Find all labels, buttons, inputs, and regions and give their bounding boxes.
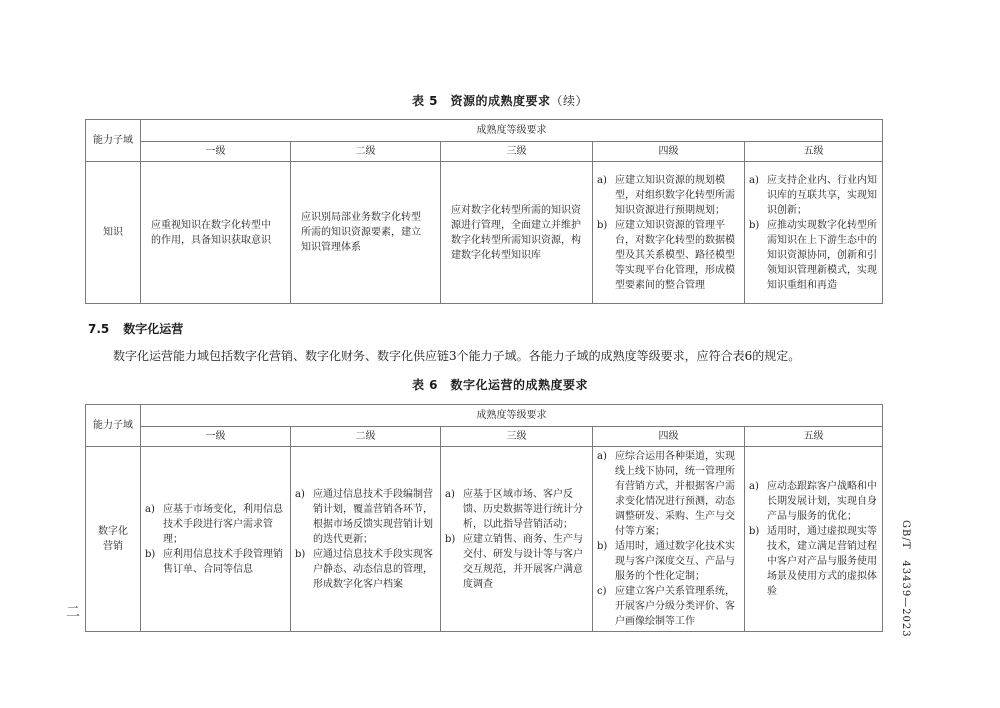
list-marker: a) — [145, 503, 155, 515]
table6-l1-list — [145, 502, 286, 577]
list-item — [749, 524, 878, 599]
list-text: 适用时，通过虚拟现实等技术，建立满足营销过程中客户对产品与服务使用场景及使用方式的虚拟体验 — [767, 526, 877, 597]
list-text: 应建立知识资源的管理平台，对数字化转型的数据模型及其关系模型、路径模型等实现平台化管理，形成模型要素间的整合管理 — [615, 219, 735, 291]
list-text: 应建立销售、商务、生产与交付、研发与设计等与客户交互规范，并开展客户满意度调查 — [463, 533, 583, 590]
table6-l2-list — [295, 487, 436, 592]
table6-domain-text: 数字化营销 — [98, 526, 128, 552]
list-item — [295, 547, 436, 592]
table6-l4-list — [597, 449, 740, 629]
list-item — [749, 218, 878, 293]
table6-level-5: 五级 — [745, 427, 883, 447]
list-marker: a) — [597, 174, 607, 186]
list-marker: b) — [445, 533, 456, 545]
side-standard-number: GB/T 43439—2023 — [900, 520, 911, 638]
table5-caption — [0, 92, 1000, 109]
list-item — [445, 532, 588, 592]
list-item — [749, 479, 878, 524]
list-item — [597, 218, 740, 293]
table5-level-3: 三级 — [441, 142, 593, 162]
list-item — [145, 502, 286, 547]
list-text: 应推动实现数字化转型所需知识在上下游生态中的知识资源协同，创新和引领知识管理新模式，实现知识重组和再造 — [767, 219, 877, 291]
table6-l3-cell — [441, 447, 593, 632]
list-marker: b) — [145, 548, 156, 560]
table5-l3-text: 应对数字化转型所需的知识资源进行管理，全面建立并维护数字化转型所需知识资源，构建数字化转型知识库 — [451, 204, 581, 261]
section-number: 7.5 — [88, 322, 110, 336]
list-text: 应建立知识资源的规划模型，对组织数字化转型所需知识资源进行预期规划； — [615, 174, 735, 216]
list-item — [749, 173, 878, 218]
table6-level-3: 三级 — [441, 427, 593, 447]
list-item — [597, 173, 740, 218]
table5-l1-text: 应重视知识在数字化转型中的作用，具备知识获取意识 — [151, 219, 271, 246]
table6 — [85, 404, 883, 632]
list-marker: a) — [295, 488, 305, 500]
section-paragraph: 数字化运营能力域包括数字化营销、数字化财务、数字化供应链3个能力子域。各能力子域的成熟度等级要求，应符合表6的规定。 — [113, 349, 801, 363]
list-item — [597, 449, 740, 539]
list-marker: a) — [749, 481, 759, 492]
list-text: 应通过信息技术手段编制营销计划，覆盖营销各环节，根据市场反馈实现营销计划的迭代更新； — [313, 488, 433, 545]
list-item — [295, 487, 436, 547]
table5-l3-cell — [441, 162, 593, 304]
table5-l5-cell — [745, 162, 883, 304]
table6-l5-list — [749, 479, 878, 599]
table5-corner: 能力子域 — [86, 120, 141, 162]
list-marker: a) — [445, 488, 455, 500]
table5-level-5: 五级 — [745, 142, 883, 162]
table5-level-4: 四级 — [593, 142, 745, 162]
table6-caption: 表 6 数字化运营的成熟度要求 — [411, 378, 589, 392]
list-marker: b) — [295, 548, 306, 560]
table6-level-4: 四级 — [593, 427, 745, 447]
table6-corner: 能力子域 — [86, 405, 141, 447]
list-marker: b) — [597, 219, 608, 231]
list-item — [597, 539, 740, 584]
table5-l1-cell — [141, 162, 291, 304]
table5-group-header: 成熟度等级要求 — [141, 120, 883, 142]
list-item — [445, 487, 588, 532]
list-marker: a) — [597, 451, 607, 462]
table6-l3-list — [445, 487, 588, 592]
list-text: 应综合运用各种渠道，实现线上线下协同，统一管理所有营销方式，并根据客户需求变化情况进行预测，动态调整研发、采购、生产与交付等方案； — [615, 451, 735, 537]
table6-group-header: 成熟度等级要求 — [141, 405, 883, 427]
list-marker: c) — [597, 586, 607, 597]
list-text: 应基于市场变化，利用信息技术手段进行客户需求管理； — [163, 503, 283, 545]
table5-l4-list — [597, 173, 740, 293]
table5-level-2: 二级 — [291, 142, 441, 162]
table5-l4-cell — [593, 162, 745, 304]
list-text: 应利用信息技术手段管理销售订单、合同等信息 — [163, 548, 283, 575]
list-marker: a) — [749, 174, 759, 186]
list-text: 应支持企业内、行业内知识库的互联共享，实现知识创新； — [767, 174, 877, 216]
section-heading — [88, 320, 183, 337]
table6-level-1: 一级 — [141, 427, 291, 447]
table6-domain-cell — [86, 447, 141, 632]
table6-l5-cell — [745, 447, 883, 632]
list-marker: b) — [749, 219, 760, 231]
list-text: 适用时，通过数字化技术实现与客户深度交互、产品与服务的个性化定制； — [615, 541, 735, 582]
list-text: 应基于区域市场、客户反馈、历史数据等进行统计分析，以此指导营销活动； — [463, 488, 583, 530]
list-item — [597, 584, 740, 629]
table5-l2-text: 应识别局部业务数字化转型所需的知识资源要素，建立知识管理体系 — [301, 212, 421, 253]
table5-l2-cell — [291, 162, 441, 304]
table6-l1-cell — [141, 447, 291, 632]
table6-l4-cell — [593, 447, 745, 632]
list-marker: b) — [749, 526, 760, 537]
list-marker: b) — [597, 541, 608, 552]
list-text: 应建立客户关系管理系统，开展客户分级分类评价、客户画像绘制等工作 — [615, 586, 735, 627]
table5-l5-list — [749, 173, 878, 293]
list-text: 应通过信息技术手段实现客户静态、动态信息的管理，形成数字化客户档案 — [313, 548, 433, 590]
table5-caption-continued: （续） — [550, 94, 589, 108]
section-title: 数字化运营 — [123, 322, 184, 336]
side-page-number: 二 — [64, 604, 80, 618]
table5-caption-title: 表 5 资源的成熟度要求 — [411, 94, 551, 108]
table5 — [85, 119, 883, 304]
list-text: 应动态跟踪客户战略和中长期发展计划，实现自身产品与服务的优化； — [767, 481, 877, 522]
table5-domain-cell: 知识 — [86, 162, 141, 304]
list-item — [145, 547, 286, 577]
table6-level-2: 二级 — [291, 427, 441, 447]
table6-l2-cell — [291, 447, 441, 632]
table5-level-1: 一级 — [141, 142, 291, 162]
